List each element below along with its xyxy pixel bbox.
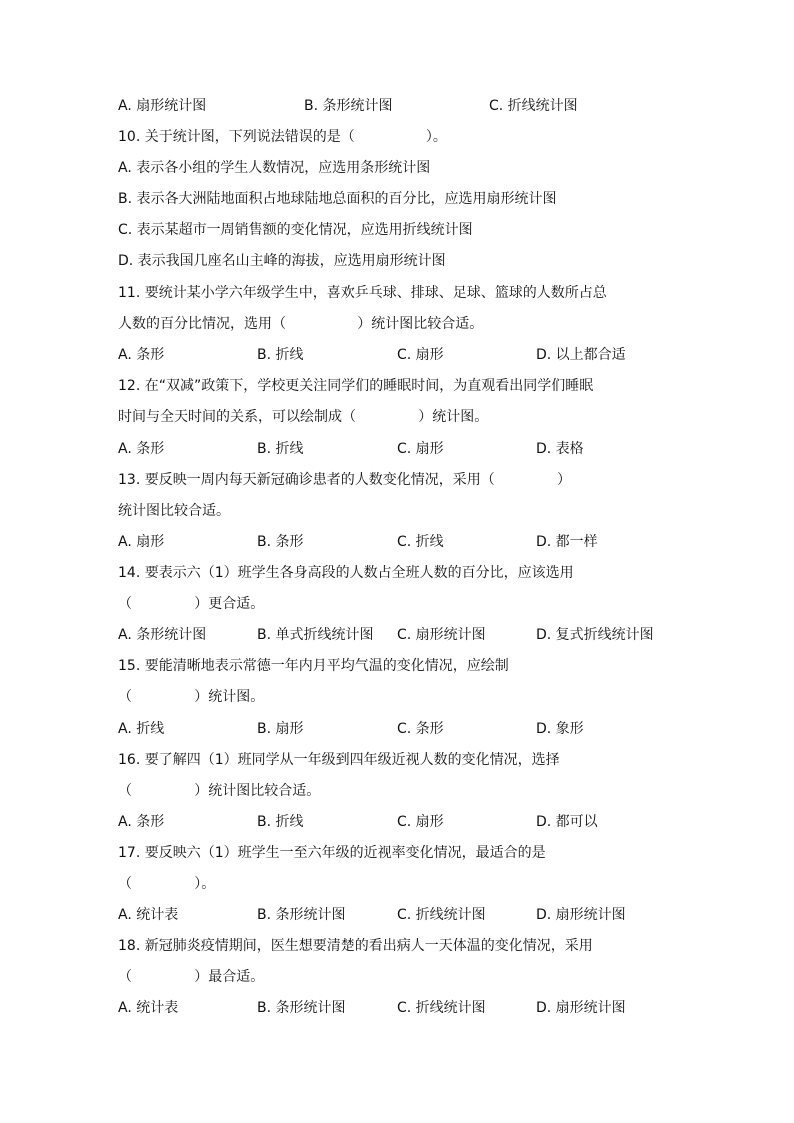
option-a: A. 条形统计图 bbox=[118, 627, 207, 643]
option-a: A. 扇形 bbox=[118, 534, 165, 550]
question-10-option-a: A. 表示各小组的学生人数情况，应选用条形统计图 bbox=[118, 160, 431, 176]
option-a: A. 统计表 bbox=[118, 1000, 179, 1016]
question-10-option-d: D. 表示我国几座名山主峰的海拔，应选用扇形统计图 bbox=[118, 253, 446, 269]
option-a: A. 条形 bbox=[118, 814, 165, 830]
option-b: B. 条形统计图 bbox=[257, 907, 346, 923]
option-c: C. 扇形 bbox=[397, 441, 444, 457]
option-d: D. 象形 bbox=[536, 721, 584, 737]
question-16-stem-line1: 16. 要了解四（1）班同学从一年级到四年级近视人数的变化情况，选择 bbox=[118, 752, 560, 768]
question-12-stem-line1: 12. 在“双减”政策下，学校更关注同学们的睡眠时间，为直观看出同学们睡眠 bbox=[118, 378, 594, 394]
option-a: A. 统计表 bbox=[118, 907, 179, 923]
option-c: C. 扇形统计图 bbox=[397, 627, 486, 643]
question-13-stem-line2: 统计图比较合适。 bbox=[118, 503, 230, 519]
option-d: D. 扇形统计图 bbox=[536, 907, 626, 923]
option-c: C. 折线统计图 bbox=[397, 1000, 486, 1016]
option-a: A. 条形 bbox=[118, 441, 165, 457]
option-b: B. 条形统计图 bbox=[257, 1000, 346, 1016]
option-a: A. 折线 bbox=[118, 721, 165, 737]
question-14-options bbox=[118, 625, 698, 645]
question-10-option-b: B. 表示各大洲陆地面积占地球陆地总面积的百分比，应选用扇形统计图 bbox=[118, 191, 557, 207]
question-17-options bbox=[118, 905, 698, 925]
question-12-stem-line2: 时间与全天时间的关系，可以绘制成（ ）统计图。 bbox=[118, 409, 489, 425]
question-18-stem-line1: 18. 新冠肺炎疫情期间，医生想要清楚的看出病人一天体温的变化情况，采用 bbox=[118, 938, 593, 954]
option-c: C. 折线 bbox=[397, 534, 444, 550]
question-11-options bbox=[118, 345, 698, 365]
question-10-option-c: C. 表示某超市一周销售额的变化情况，应选用折线统计图 bbox=[118, 222, 473, 238]
option-b: B. 折线 bbox=[257, 814, 304, 830]
option-a: A. 扇形统计图 bbox=[118, 98, 207, 114]
option-d: D. 以上都合适 bbox=[536, 347, 626, 363]
question-13-stem-line1: 13. 要反映一周内每天新冠确诊患者的人数变化情况，采用（ ） bbox=[118, 472, 572, 488]
option-d: D. 表格 bbox=[536, 441, 584, 457]
question-18-stem-line2: （ ）最合适。 bbox=[118, 969, 265, 985]
option-b: B. 扇形 bbox=[257, 721, 304, 737]
question-17-stem-line2: （ ）。 bbox=[118, 876, 216, 892]
question-15-stem-line2: （ ）统计图。 bbox=[118, 689, 265, 705]
question-11-stem-line2: 人数的百分比情况，选用（ ）统计图比较合适。 bbox=[118, 316, 484, 332]
option-c: C. 折线统计图 bbox=[397, 907, 486, 923]
option-b: B. 单式折线统计图 bbox=[257, 627, 374, 643]
option-c: C. 折线统计图 bbox=[489, 98, 578, 114]
question-13-options bbox=[118, 532, 698, 552]
question-10-stem: 10. 关于统计图，下列说法错误的是（ ）。 bbox=[118, 129, 447, 145]
option-d: D. 扇形统计图 bbox=[536, 1000, 626, 1016]
question-9-options bbox=[118, 96, 698, 116]
question-16-stem-line2: （ ）统计图比较合适。 bbox=[118, 783, 321, 799]
question-17-stem-line1: 17. 要反映六（1）班学生一至六年级的近视率变化情况，最适合的是 bbox=[118, 845, 546, 861]
option-c: C. 条形 bbox=[397, 721, 444, 737]
question-15-stem-line1: 15. 要能清晰地表示常德一年内月平均气温的变化情况，应绘制 bbox=[118, 658, 509, 674]
question-14-stem-line2: （ ）更合适。 bbox=[118, 596, 265, 612]
question-15-options bbox=[118, 719, 698, 739]
question-11-stem-line1: 11. 要统计某小学六年级学生中，喜欢乒乓球、排球、足球、篮球的人数所占总 bbox=[118, 285, 607, 301]
option-a: A. 条形 bbox=[118, 347, 165, 363]
question-14-stem-line1: 14. 要表示六（1）班学生各身高段的人数占全班人数的百分比，应该选用 bbox=[118, 565, 574, 581]
question-18-options bbox=[118, 998, 698, 1018]
option-d: D. 都可以 bbox=[536, 814, 598, 830]
question-16-options bbox=[118, 812, 698, 832]
option-b: B. 条形 bbox=[257, 534, 304, 550]
option-c: C. 扇形 bbox=[397, 347, 444, 363]
question-12-options bbox=[118, 439, 698, 459]
option-c: C. 扇形 bbox=[397, 814, 444, 830]
option-b: B. 折线 bbox=[257, 347, 304, 363]
option-d: D. 复式折线统计图 bbox=[536, 627, 654, 643]
option-b: B. 折线 bbox=[257, 441, 304, 457]
option-b: B. 条形统计图 bbox=[304, 98, 393, 114]
option-d: D. 都一样 bbox=[536, 534, 598, 550]
